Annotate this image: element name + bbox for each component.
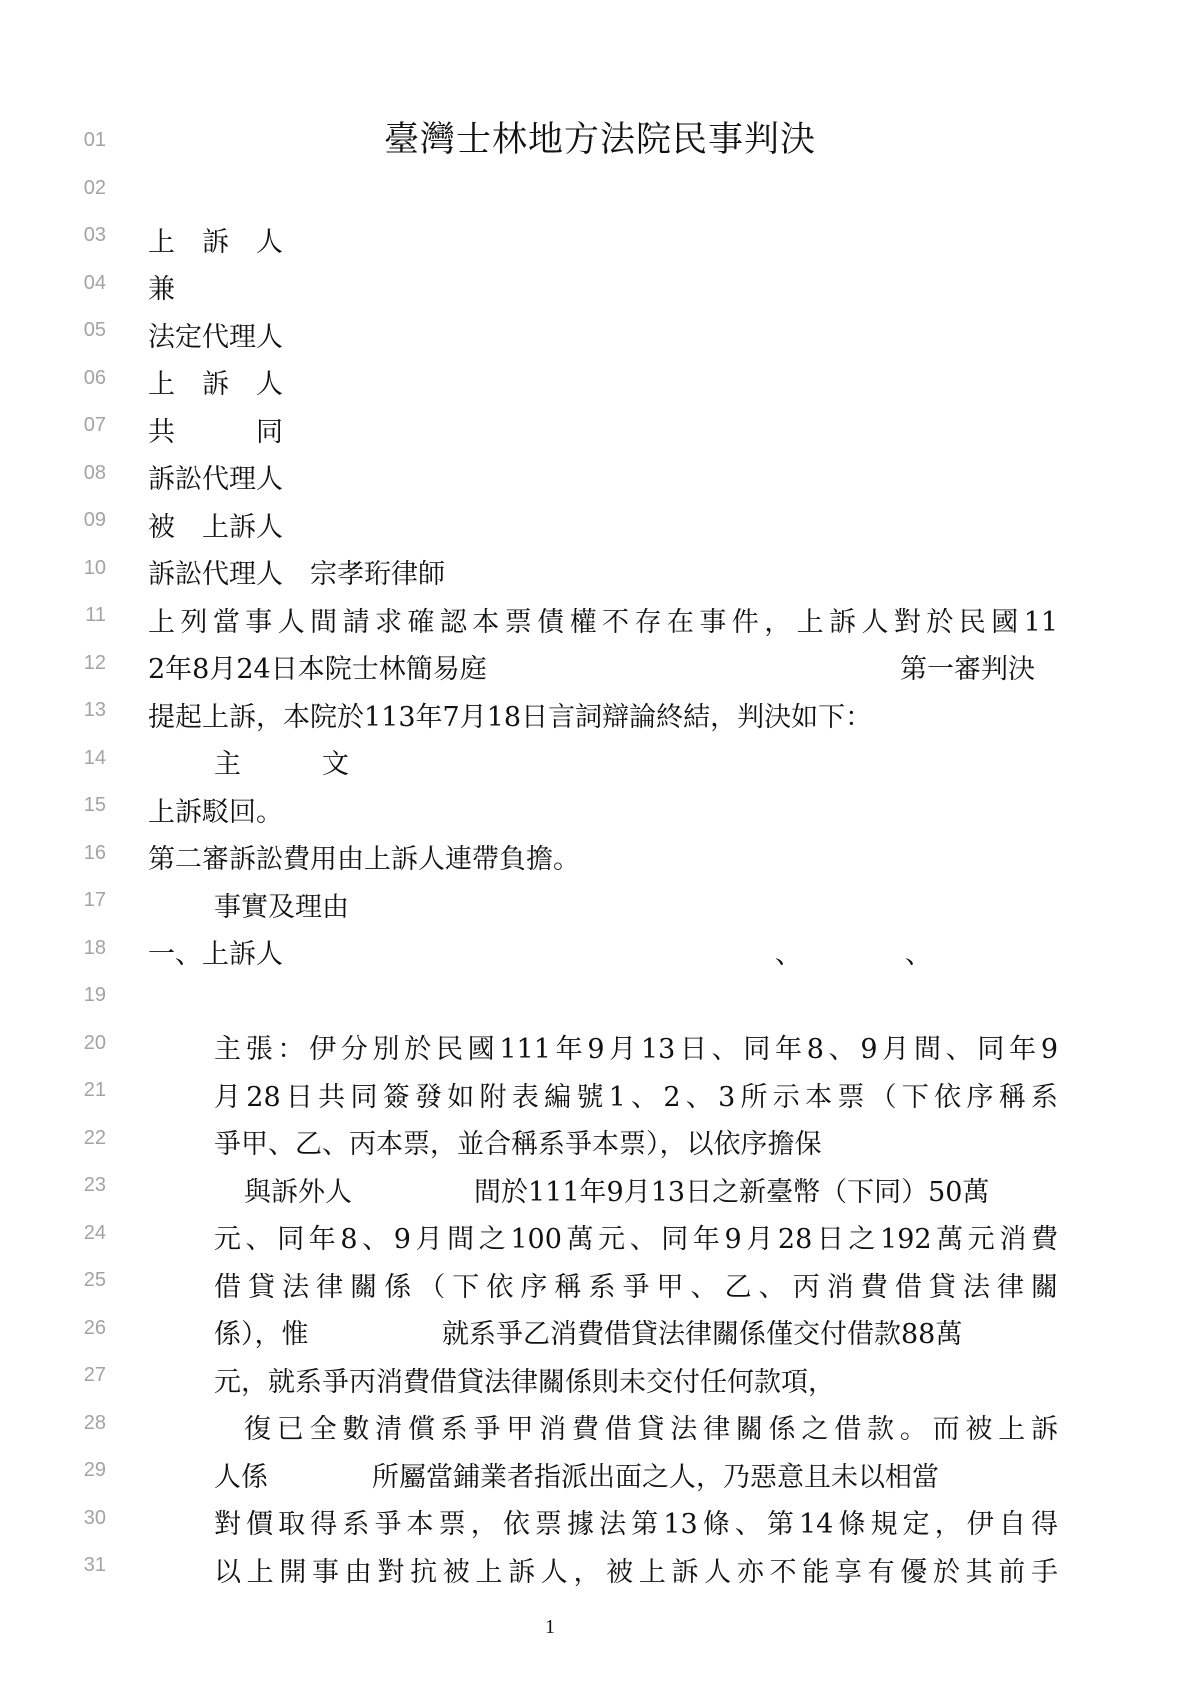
facts-line-31: 以上開事由對抗被上訴人，被上訴人亦不能享有優於其前手 — [214, 1557, 1058, 1588]
legal-representative-label: 法定代理人 — [148, 322, 283, 353]
main-heading: 主 文 — [214, 749, 349, 780]
main-line-16: 第二審訴訟費用由上訴人連帶負擔。 — [148, 844, 580, 875]
facts-line-18c: 、 — [905, 939, 932, 970]
facts-line-21: 月28日共同簽發如附表編號1、2、3所示本票（下依序稱系 — [214, 1082, 1058, 1113]
line-number: 23 — [83, 1174, 106, 1196]
appellant-label: 上 訴 人 — [148, 227, 283, 258]
line-number: 02 — [83, 176, 106, 199]
facts-line-18a: 一、上訴人 — [148, 939, 283, 970]
facts-line-23b: 間於111年9月13日之新臺幣（下同）50萬 — [474, 1177, 990, 1208]
line-number: 04 — [83, 271, 106, 294]
line-number: 15 — [83, 794, 106, 816]
line-number: 18 — [83, 936, 106, 959]
line-number: 10 — [83, 556, 106, 579]
intro-line-12b: 第一審判決 — [900, 654, 1035, 685]
line-number: 03 — [83, 224, 106, 246]
line-number: 24 — [83, 1221, 106, 1244]
facts-line-30: 對價取得系爭本票，依票據法第13條、第14條規定，伊自得 — [214, 1509, 1058, 1540]
line-number: 22 — [83, 1126, 106, 1149]
line-number: 09 — [83, 509, 106, 531]
line-number: 13 — [83, 699, 106, 721]
line-number: 11 — [85, 604, 106, 626]
facts-line-22: 爭甲、乙、丙本票，並合稱系爭本票），以依序擔保 — [214, 1129, 822, 1160]
joint-label: 共 同 — [148, 417, 283, 448]
line-number: 21 — [83, 1079, 106, 1101]
facts-line-25: 借貸法律關係（下依序稱系爭甲、乙、丙消費借貸法律關 — [214, 1272, 1058, 1303]
intro-line-12a: 2年8月24日本院士林簡易庭 — [148, 654, 487, 685]
facts-line-24: 元、同年8、9月間之100萬元、同年9月28日之192萬元消費 — [214, 1224, 1058, 1255]
line-number: 27 — [83, 1364, 106, 1386]
facts-line-20: 主張：伊分別於民國111年9月13日、同年8、9月間、同年9 — [214, 1034, 1058, 1065]
facts-line-29b: 所屬當鋪業者指派出面之人，乃惡意且未以相當 — [372, 1462, 939, 1493]
intro-line-11: 上列當事人間請求確認本票債權不存在事件，上訴人對於民國11 — [148, 607, 1058, 638]
facts-line-26b: 就系爭乙消費借貸法律關係僅交付借款88萬 — [442, 1319, 963, 1350]
line-number: 28 — [83, 1411, 106, 1434]
line-number: 08 — [83, 461, 106, 484]
line-number: 19 — [83, 984, 106, 1006]
line-number: 31 — [83, 1554, 106, 1576]
line-number: 14 — [83, 746, 106, 769]
facts-heading: 事實及理由 — [214, 892, 349, 923]
facts-line-27: 元，就系爭丙消費借貸法律關係則未交付任何款項， — [214, 1367, 835, 1398]
appellant-label-2: 上 訴 人 — [148, 369, 283, 400]
line-number: 30 — [83, 1506, 106, 1529]
facts-line-26a: 係），惟 — [214, 1319, 309, 1350]
concurrent-label: 兼 — [148, 274, 175, 305]
line-number: 05 — [83, 319, 106, 341]
appellee-agent-line: 訴訟代理人 宗孝珩律師 — [148, 559, 445, 590]
facts-line-29a: 人係 — [214, 1462, 268, 1493]
litigation-agent-label: 訴訟代理人 — [148, 464, 283, 495]
facts-line-28: 復已全數清償系爭甲消費借貸法律關係之借款。而被上訴 — [244, 1414, 1058, 1445]
line-number: 20 — [83, 1031, 106, 1054]
document-title: 臺灣士林地方法院民事判決 — [383, 120, 816, 160]
line-number: 06 — [83, 366, 106, 389]
page-number: 1 — [545, 1616, 555, 1638]
line-number: 16 — [83, 841, 106, 864]
line-number: 29 — [83, 1459, 106, 1481]
facts-line-18b: 、 — [775, 939, 802, 970]
appellee-label: 被 上訴人 — [148, 512, 283, 543]
line-number: 25 — [83, 1269, 106, 1291]
line-number: 12 — [83, 651, 106, 674]
line-number: 01 — [83, 129, 106, 151]
line-number: 26 — [83, 1316, 106, 1339]
facts-line-23a: 與訴外人 — [244, 1177, 352, 1208]
main-line-15: 上訴駁回。 — [148, 797, 283, 828]
intro-line-13: 提起上訴，本院於113年7月18日言詞辯論終結，判決如下： — [148, 702, 873, 733]
line-number: 07 — [83, 414, 106, 436]
line-number: 17 — [83, 889, 106, 911]
